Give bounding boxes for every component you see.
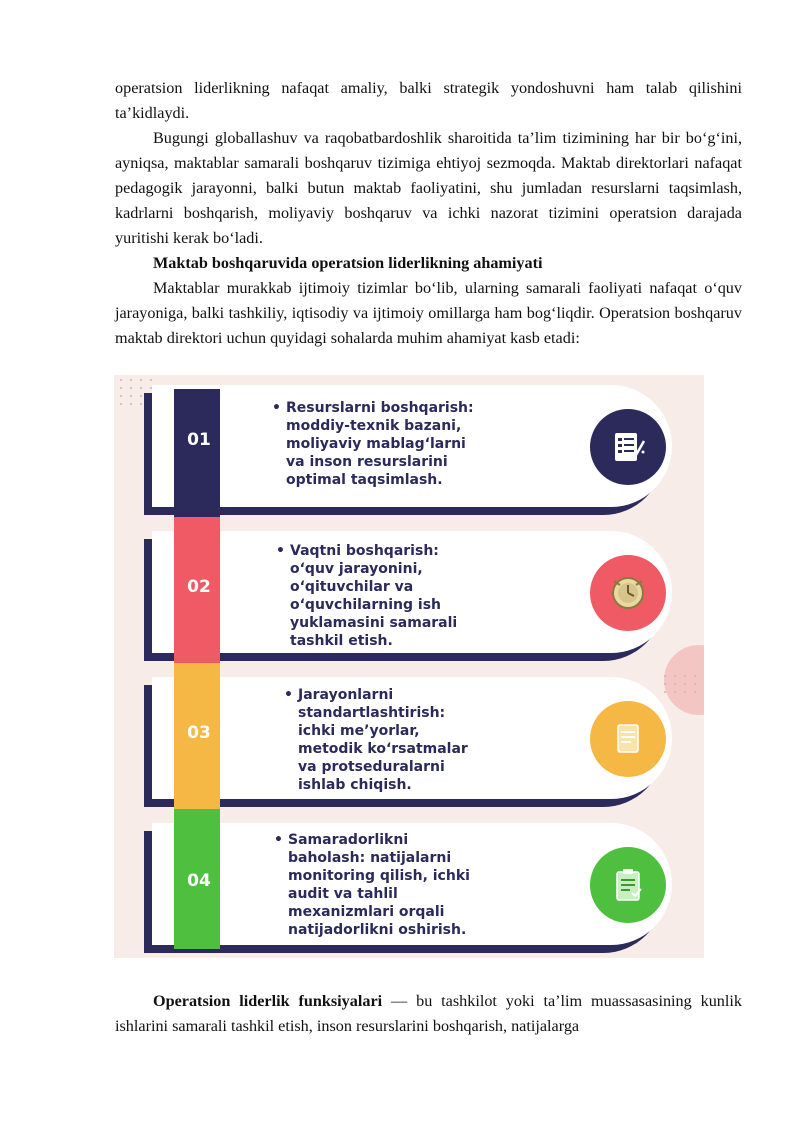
- item-number-03: 03: [187, 723, 211, 743]
- paragraph-schools: Maktablar murakkab ijtimoiy tizimlar bo‘lib, ularning samarali faoliyati nafaqat o‘quv jarayoniga, balki tashkiliy, iqtisodiy va ijtimoiy omillarga ham bog‘liqdir. Operatsion boshqaruv maktab direktori uchun quyidagi sohalarda muhim ahamiyat kasb etadi:: [115, 279, 742, 347]
- functions-definition: — bu tashkilot yoki ta’lim muassasasining kunlik ishlarini samarali tashkil etish, inson resurslarini boshqarish, natijalarga: [115, 992, 742, 1035]
- clipboard-icon: [590, 847, 666, 923]
- item-text-04: • Samaradorlikni baholash: natijalarni monitoring qilish, ichki audit va tahlil mexanizmlari orqali natijadorlikni oshirish.: [274, 832, 470, 938]
- document-icon: [590, 701, 666, 777]
- paragraph-functions: [115, 989, 742, 1039]
- operations-infographic: [114, 375, 704, 958]
- item-number-01: 01: [187, 430, 211, 450]
- item-number-02: 02: [187, 577, 211, 597]
- clock-icon: [590, 555, 666, 631]
- item-text-02: • Vaqtni boshqarish: o‘quv jarayonini, o‘qituvchilar va o‘quvchilarning ish yuklamasini samarali tashkil etish.: [276, 543, 458, 649]
- paragraph-intro: operatsion liderlikning nafaqat amaliy, balki strategik yondoshuvni ham talab qilishini ta’kidlaydi.: [115, 79, 742, 122]
- section-heading: Maktab boshqaruvida operatsion liderlikning ahamiyati: [153, 254, 543, 272]
- item-text-03: • Jarayonlarni standartlashtirish: ichki me’yorlar, metodik ko‘rsatmalar va protseduralarni ishlab chiqish.: [284, 687, 468, 793]
- item-number-04: 04: [187, 871, 211, 891]
- stripe-01: [174, 389, 220, 517]
- functions-term: Operatsion liderlik funksiyalari: [153, 992, 383, 1010]
- item-text-01: • Resurslarni boshqarish: moddiy-texnik bazani, moliyaviy mablag‘larni va inson resurslarini optimal taqsimlash.: [272, 400, 474, 488]
- paragraph-globalization: Bugungi globallashuv va raqobatbardoshlik sharoitida ta’lim tizimining har bir bo‘g‘ini, ayniqsa, maktablar samarali boshqaruv tizimiga ehtiyoj sezmoqda. Maktab direktorlari nafaqat pedagogik jarayonni, balki butun maktab faoliyatini, shu jumladan resurslarni taqsimlash, kadrlarni boshqarish, moliyaviy boshqaruv va ichki nazorat tizimini operatsion darajada yuritishi kerak bo‘ladi.: [115, 129, 742, 247]
- checklist-icon: [590, 409, 666, 485]
